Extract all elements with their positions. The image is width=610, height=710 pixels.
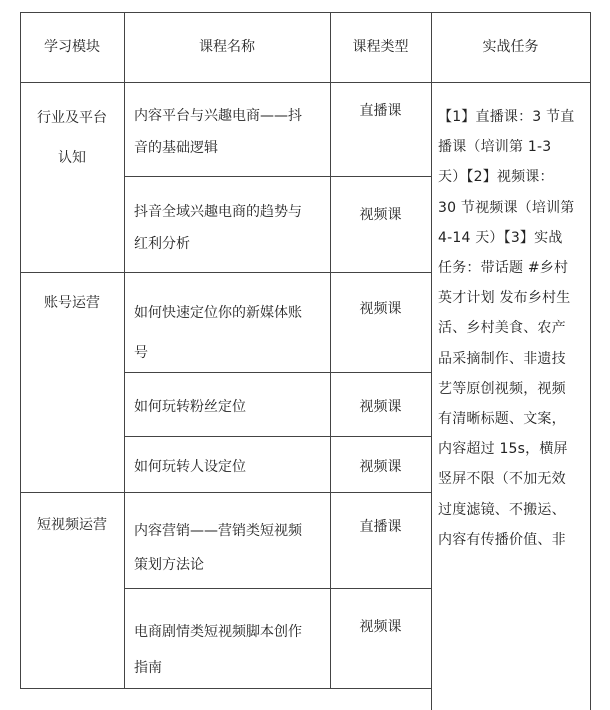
module-name: 行业及平台 认知 <box>37 110 107 166</box>
rule-module2 <box>20 492 431 493</box>
rule-bottom-left <box>20 688 431 689</box>
rule-row6 <box>124 588 431 589</box>
header-module: 学习模块 <box>44 39 100 55</box>
course-type: 直播课 <box>359 519 402 535</box>
course-name: 内容平台与兴趣电商——抖 音的基础逻辑 <box>134 108 302 156</box>
course-name: 电商剧情类短视频脚本创作 指南 <box>134 624 302 676</box>
rule-right <box>590 12 591 710</box>
course-name: 如何玩转人设定位 <box>134 459 246 475</box>
rule-row1 <box>124 176 431 177</box>
course-type: 视频课 <box>359 459 402 475</box>
course-type: 视频课 <box>359 207 402 223</box>
course-name: 抖音全域兴趣电商的趋势与 红利分析 <box>134 204 302 252</box>
course-type: 视频课 <box>359 301 402 317</box>
module-name: 短视频运营 <box>37 517 107 533</box>
rule-col1 <box>124 12 125 689</box>
rule-col3 <box>431 12 432 710</box>
rule-header <box>20 82 590 83</box>
rule-top <box>20 12 590 13</box>
course-name: 如何快速定位你的新媒体账 号 <box>134 305 302 361</box>
course-type: 直播课 <box>359 103 402 119</box>
course-type: 视频课 <box>359 399 402 415</box>
task-description: 【1】直播课：3 节直 播课（培训第 1-3 天）【2】视频课： 30 节视频课（培训第 4-14 天）【3】实战 任务：带话题 #乡村 英才计划 发布乡村生 活、乡村美食、农产 品采摘制作、非遗技 艺等原创视频，视频 有清晰标题、文案， 内容超过 15s，横屏 竖屏不限（不加无效 过度滤镜、不搬运、 内容有传播价值、非 <box>438 109 575 548</box>
rule-module1 <box>20 272 431 273</box>
header-course-type: 课程类型 <box>352 39 409 55</box>
course-name: 内容营销——营销类短视频 策划方法论 <box>134 523 302 573</box>
rule-row4 <box>124 436 431 437</box>
course-type: 视频课 <box>359 619 402 635</box>
course-name: 如何玩转粉丝定位 <box>134 399 246 415</box>
module-name: 账号运营 <box>44 295 100 311</box>
header-task: 实战任务 <box>482 39 539 55</box>
header-course-name: 课程名称 <box>199 39 255 55</box>
